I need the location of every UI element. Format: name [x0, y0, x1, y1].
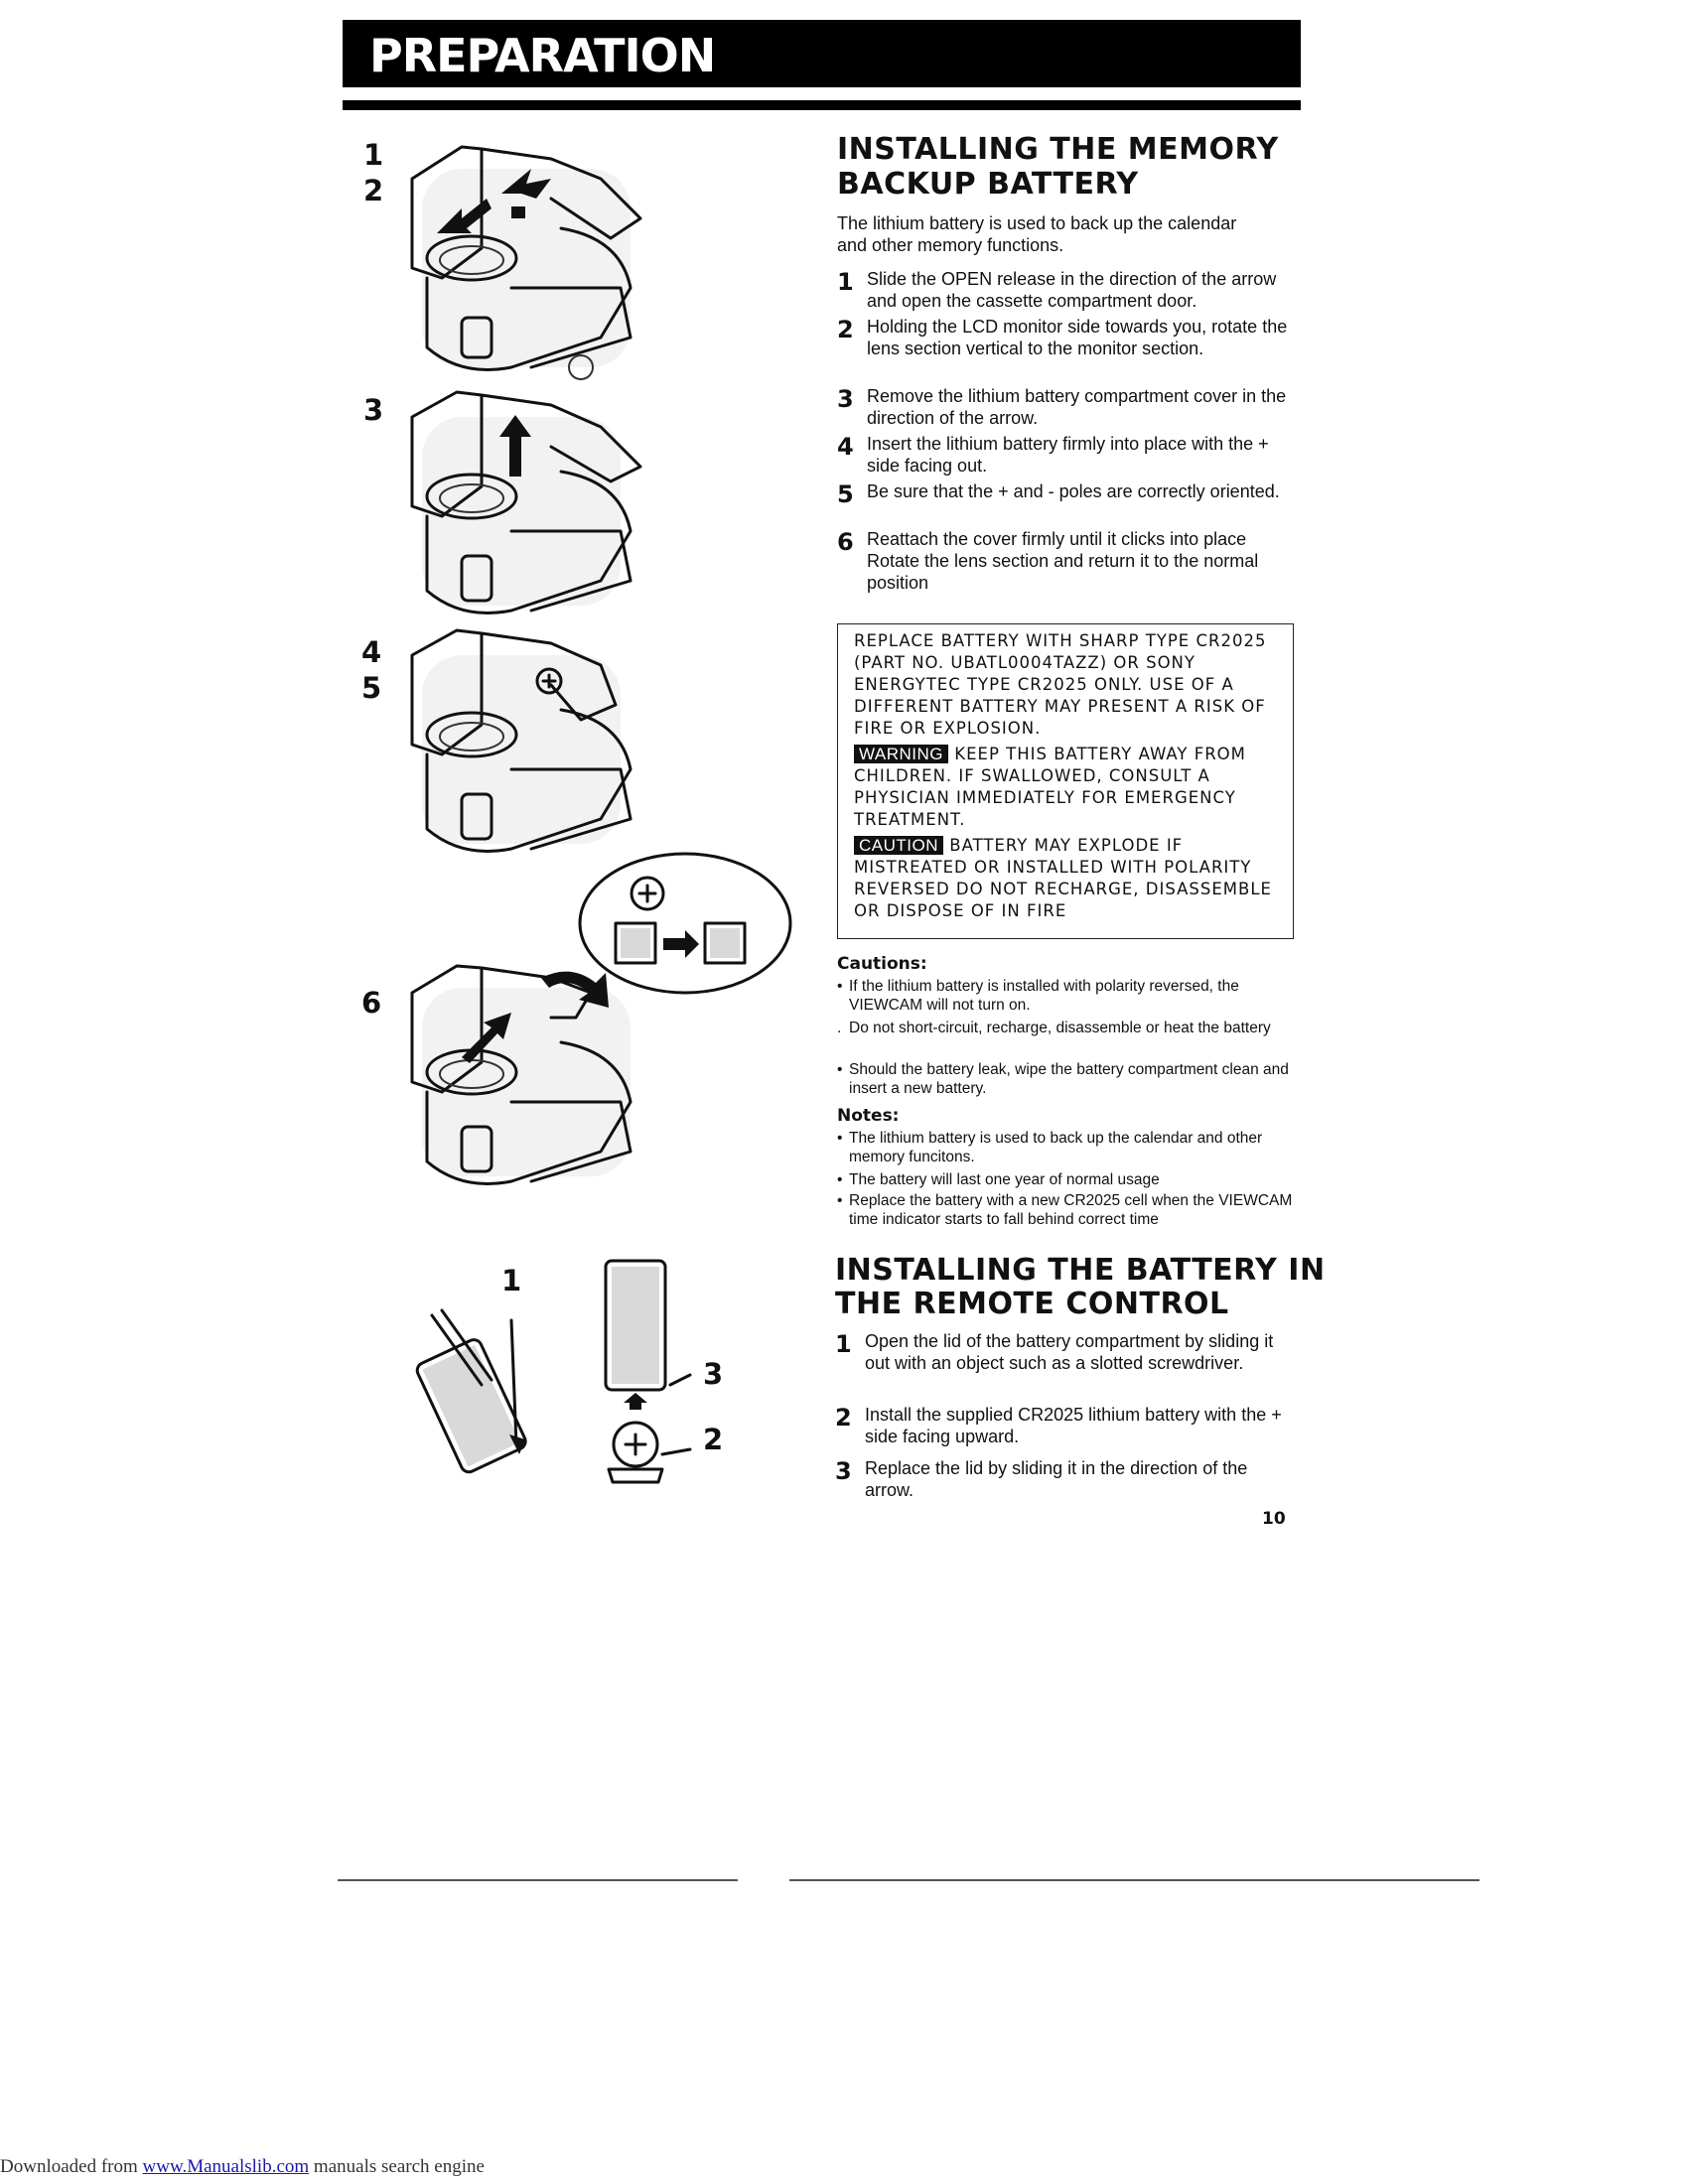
memory-section-title-line2: BACKUP BATTERY: [837, 167, 1139, 202]
step-label-3: 3: [363, 393, 384, 427]
memory-step-text: Holding the LCD monitor side towards you, rotate the lens section vertical to the monitor section.: [867, 317, 1288, 358]
remote-figure-label-3: 3: [703, 1357, 724, 1391]
camcorder-illustration-step-3: [402, 387, 650, 625]
note-bullet: •: [837, 1130, 843, 1147]
warning-replace-text: REPLACE BATTERY WITH SHARP TYPE CR2025 (PART NO. UBATL0004TAZZ) OR SONY ENERGYTEC TYPE CR2025 ONLY. USE OF A DIFFERENT BATTERY MAY PRESENT A RISK OF FIRE OR EXPLOSION.: [854, 631, 1267, 738]
memory-step-number: 5: [837, 480, 854, 508]
remote-figure-label-1: 1: [501, 1264, 522, 1297]
download-footer: [0, 2156, 485, 2178]
caution-item-text: Do not short-circuit, recharge, disassemble or heat the battery: [849, 1020, 1271, 1036]
cautions-heading: Cautions:: [837, 954, 927, 974]
warning-paragraph: [854, 744, 1281, 831]
camcorder-illustration-step-6: [402, 958, 660, 1201]
caution-text: BATTERY MAY EXPLODE IF MISTREATED OR INSTALLED WITH POLARITY REVERSED DO NOT RECHARGE, DISASSEMBLE OR DISPOSE OF IN FIRE: [854, 836, 1272, 920]
caution-bullet: •: [837, 978, 843, 995]
memory-step-number: 6: [837, 528, 854, 556]
memory-steps-list: [837, 268, 1294, 596]
camcorder-illustration-step-4-5: [402, 625, 650, 864]
caution-item-text: Should the battery leak, wipe the battery compartment clean and insert a new battery.: [849, 1061, 1289, 1097]
step-label-6: 6: [361, 986, 382, 1020]
bottom-rule-right: [789, 1879, 1479, 1881]
memory-intro-line2: and other memory functions.: [837, 235, 1064, 255]
note-bullet: •: [837, 1171, 843, 1188]
remote-step-number: 2: [835, 1404, 852, 1432]
remote-step-number: 3: [835, 1457, 852, 1485]
memory-step-text: Be sure that the + and - poles are correctly oriented.: [867, 481, 1280, 501]
caution-item-text: If the lithium battery is installed with polarity reversed, the VIEWCAM will not turn on.: [849, 978, 1239, 1014]
memory-step-number: 4: [837, 433, 854, 461]
memory-step-number: 1: [837, 268, 854, 296]
page-title: PREPARATION: [369, 29, 716, 82]
warning-text: KEEP THIS BATTERY AWAY FROM CHILDREN. IF SWALLOWED, CONSULT A PHYSICIAN IMMEDIATELY FOR EMERGENCY TREATMENT.: [854, 745, 1246, 829]
memory-step-text: Reattach the cover firmly until it clicks into place Rotate the lens section and return it to the normal position: [867, 529, 1259, 593]
remote-section-title-line2: THE REMOTE CONTROL: [835, 1287, 1229, 1321]
bottom-rule-left: [338, 1879, 738, 1881]
remote-step-text: Replace the lid by sliding it in the direction of the arrow.: [865, 1458, 1248, 1500]
remote-step-number: 1: [835, 1330, 852, 1358]
step-label-4: 4: [361, 635, 382, 669]
remote-section-title-line1: INSTALLING THE BATTERY IN: [835, 1253, 1326, 1288]
header-rule: [343, 100, 1301, 110]
footer-prefix: Downloaded from: [0, 2156, 138, 2177]
memory-step-text: Insert the lithium battery firmly into place with the + side facing out.: [867, 434, 1269, 476]
note-item-text: The lithium battery is used to back up the calendar and other memory funcitons.: [849, 1130, 1263, 1165]
step-label-1: 1: [363, 138, 384, 172]
caution-bullet: •: [837, 1061, 843, 1078]
footer-suffix: manuals search engine: [313, 2156, 485, 2177]
notes-heading: Notes:: [837, 1106, 900, 1126]
remote-battery-illustration: [402, 1256, 730, 1504]
caution-badge: CAUTION: [854, 836, 943, 855]
notes-list: [837, 1129, 1294, 1238]
memory-intro-line1: The lithium battery is used to back up the calendar: [837, 213, 1237, 233]
caution-paragraph: [854, 835, 1281, 922]
step-label-5: 5: [361, 671, 382, 705]
step-label-2: 2: [363, 174, 384, 207]
remote-step-text: Install the supplied CR2025 lithium battery with the + side facing upward.: [865, 1405, 1282, 1446]
memory-step-text: Remove the lithium battery compartment cover in the direction of the arrow.: [867, 386, 1287, 428]
caution-bullet: .: [837, 1020, 842, 1036]
manualslib-link[interactable]: www.Manualslib.com: [142, 2156, 310, 2177]
cautions-list: [837, 977, 1294, 1096]
remote-figure-label-2: 2: [703, 1423, 724, 1456]
note-item-text: The battery will last one year of normal usage: [849, 1171, 1160, 1188]
camcorder-illustration-step-1-2: [402, 139, 660, 387]
warning-badge: WARNING: [854, 745, 948, 763]
memory-step-number: 3: [837, 385, 854, 413]
battery-warning-box: [837, 623, 1294, 939]
remote-step-text: Open the lid of the battery compartment by sliding it out with an object such as a slotted screwdriver.: [865, 1331, 1274, 1373]
page-number: 10: [1262, 1509, 1286, 1529]
remote-steps-list: [835, 1330, 1292, 1509]
note-bullet: •: [837, 1192, 843, 1209]
note-item-text: Replace the battery with a new CR2025 cell when the VIEWCAM time indicator starts to fall behind correct time: [849, 1192, 1293, 1228]
memory-section-title-line1: INSTALLING THE MEMORY: [837, 132, 1279, 167]
memory-step-number: 2: [837, 316, 854, 343]
memory-step-text: Slide the OPEN release in the direction of the arrow and open the cassette compartment door.: [867, 269, 1277, 311]
